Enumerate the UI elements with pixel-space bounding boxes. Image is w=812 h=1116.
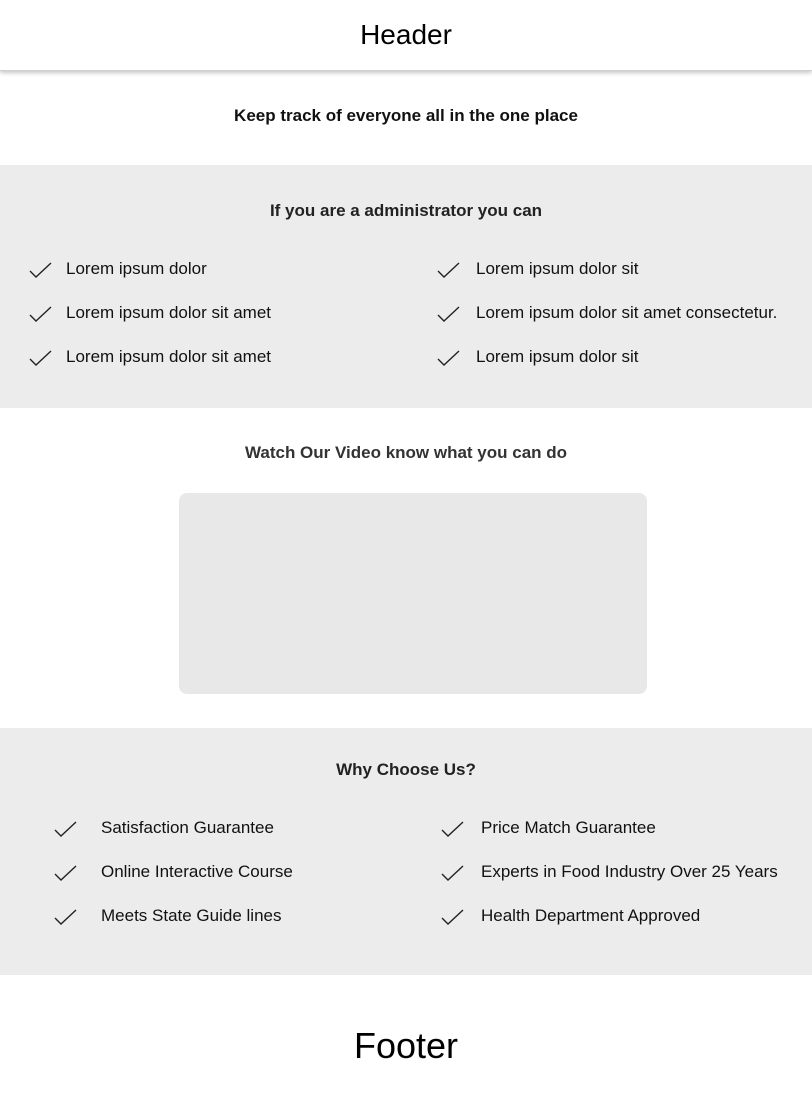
checkmark-icon [441, 864, 465, 882]
video-player[interactable] [179, 493, 647, 694]
checkmark-icon [437, 261, 461, 279]
checkmark-icon [441, 908, 465, 926]
checkmark-icon [437, 349, 461, 367]
checkmark-icon [437, 305, 461, 323]
footer [0, 1010, 812, 1082]
footer-title: Footer [353, 1025, 459, 1066]
checkmark-icon [441, 820, 465, 838]
admin-feature-label: Lorem ipsum dolor sit [476, 347, 639, 366]
why-reason-label: Online Interactive Course [101, 862, 293, 881]
header-title: Header [360, 19, 452, 50]
checkmark-icon [29, 261, 53, 279]
why-reason-label: Experts in Food Industry Over 25 Years [481, 862, 778, 881]
admin-feature-label: Lorem ipsum dolor sit amet [66, 347, 272, 366]
admin-feature-label: Lorem ipsum dolor sit [476, 259, 639, 278]
admin-feature-label: Lorem ipsum dolor sit amet [66, 303, 272, 322]
admin-section-title: If you are a administrator you can [269, 201, 543, 220]
why-section-title: Why Choose Us? [336, 760, 476, 779]
why-choose-us-section [0, 728, 812, 975]
why-reason-label: Satisfaction Guarantee [101, 818, 274, 837]
tagline: Keep track of everyone all in the one place [234, 106, 578, 125]
why-reason-label: Price Match Guarantee [481, 818, 656, 837]
why-reason-label: Meets State Guide lines [101, 906, 282, 925]
checkmark-icon [29, 305, 53, 323]
admin-feature-label: Lorem ipsum dolor [66, 259, 207, 278]
checkmark-icon [29, 349, 53, 367]
video-section-title: Watch Our Video know what you can do [244, 443, 568, 462]
admin-features-section [0, 165, 812, 408]
checkmark-icon [54, 820, 78, 838]
checkmark-icon [54, 908, 78, 926]
admin-feature-label: Lorem ipsum dolor sit amet consectetur. [476, 303, 778, 322]
checkmark-icon [54, 864, 78, 882]
why-reason-label: Health Department Approved [481, 906, 701, 925]
header [0, 0, 812, 71]
